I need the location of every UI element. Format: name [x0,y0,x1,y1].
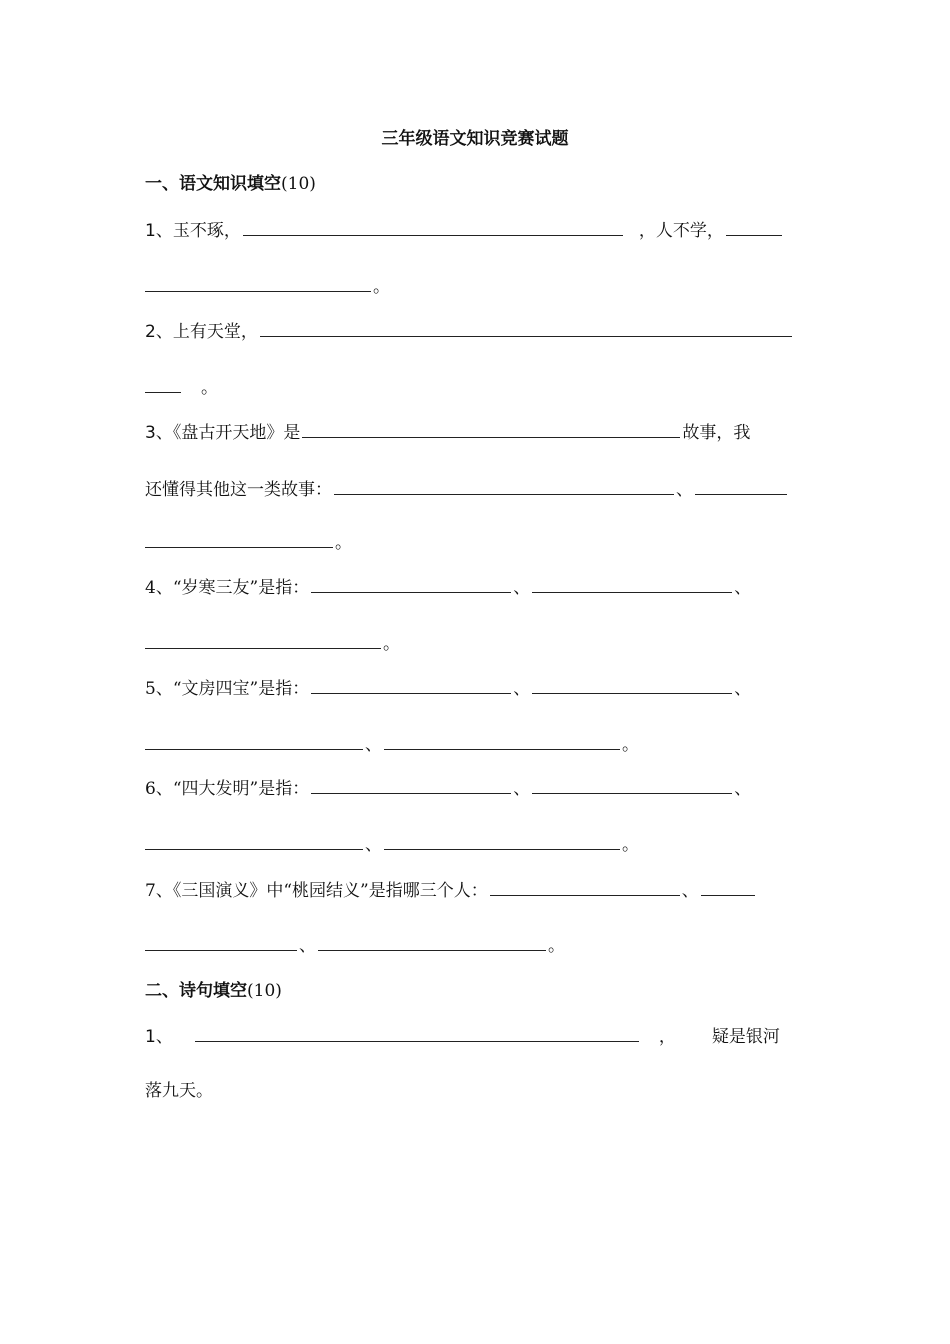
answer-blank[interactable] [145,732,363,750]
separator: 、 [676,480,693,500]
question-3-line-1 [145,419,830,447]
punctuation: 。 [335,533,352,553]
answer-blank[interactable] [701,878,755,896]
separator: 、 [365,835,382,855]
answer-blank[interactable] [726,218,782,236]
section-heading-1 [145,170,830,198]
question-number: 1、 [145,221,173,241]
question-7-line-2 [145,932,830,960]
answer-blank[interactable] [145,375,181,393]
question-text: 6、“四大发明”是指： [145,779,310,799]
separator: 、 [513,779,531,799]
punctuation: 。 [373,277,390,297]
answer-blank[interactable] [195,1024,639,1042]
question-6-line-1 [145,775,830,803]
separator: 、 [365,735,382,755]
answer-blank[interactable] [302,420,680,438]
question-4-line-2 [145,630,830,658]
separator: 、 [299,936,316,956]
separator: 、 [681,881,699,901]
section-1-title: 一、语文知识填空 [145,174,281,194]
answer-blank[interactable] [311,676,511,694]
question-5-line-1 [145,675,830,703]
question-number: 1、 [145,1027,173,1047]
punctuation: 。 [622,735,639,755]
answer-blank[interactable] [145,274,371,292]
question-text: 落九天。 [145,1081,213,1101]
answer-blank[interactable] [384,732,620,750]
question-text: 《盘古开天地》是 [172,423,301,443]
question-4-line-1 [145,574,830,602]
answer-blank[interactable] [318,933,546,951]
answer-blank[interactable] [243,218,623,236]
question-text: ，人不学， [638,221,724,241]
question-text: 还懂得其他这一类故事： [145,480,332,500]
answer-blank[interactable] [532,676,732,694]
question-text: 玉不琢， [172,221,241,241]
question-number: 3、 [145,423,173,443]
punctuation: 。 [548,936,565,956]
question-text: 4、“岁寒三友”是指： [145,578,310,598]
answer-blank[interactable] [145,530,333,548]
poem-1-line-2 [145,1077,830,1105]
section-1-points: (10) [281,174,316,194]
punctuation: ， [658,1027,676,1047]
section-2-title: 二、诗句填空 [145,981,247,1001]
question-5-line-2 [145,731,830,759]
answer-blank[interactable] [384,832,620,850]
answer-blank[interactable] [311,575,511,593]
answer-blank[interactable] [695,477,787,495]
answer-blank[interactable] [145,832,363,850]
punctuation: 。 [383,634,400,654]
separator: 、 [734,578,752,598]
question-7-line-1 [145,877,840,905]
separator: 、 [513,578,531,598]
question-text: 上有天堂， [172,322,258,342]
answer-blank[interactable] [145,631,381,649]
answer-blank[interactable] [334,477,674,495]
separator: 、 [734,779,752,799]
punctuation: 。 [622,835,639,855]
poem-1-line-1 [145,1023,830,1051]
page-title: 三年级语文知识竞赛试题 [381,129,569,149]
question-1-line-1 [145,217,830,245]
question-3-line-3 [145,529,830,557]
punctuation: 。 [201,378,218,398]
section-heading-2 [145,977,830,1005]
question-text: 7、《三国演义》中“桃园结义”是指哪三个人： [145,881,488,901]
question-3-line-2 [145,476,830,504]
answer-blank[interactable] [532,575,732,593]
question-text: 5、“文房四宝”是指： [145,679,310,699]
answer-blank[interactable] [490,878,680,896]
answer-blank[interactable] [311,776,511,794]
answer-blank[interactable] [145,933,297,951]
question-2-line-1 [145,318,830,346]
question-number: 2、 [145,322,173,342]
answer-blank[interactable] [260,319,792,337]
separator: 、 [513,679,531,699]
answer-blank[interactable] [532,776,732,794]
question-1-line-2 [145,273,830,301]
question-text: 故事，我 [682,423,751,443]
section-2-points: (10) [247,981,282,1001]
question-2-line-2 [145,374,830,402]
separator: 、 [734,679,752,699]
question-6-line-2 [145,831,830,859]
question-text: 疑是银河 [711,1027,780,1047]
